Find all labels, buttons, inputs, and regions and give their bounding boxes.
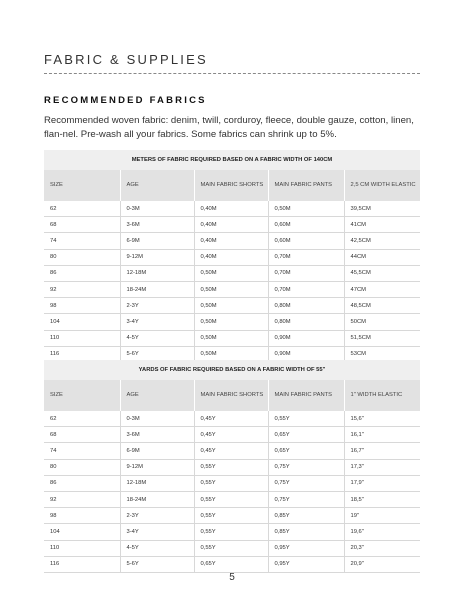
table-cell: 0,50M bbox=[268, 201, 344, 217]
table-cell: 17,3" bbox=[344, 459, 420, 475]
intro-paragraph: Recommended woven fabric: denim, twill, corduroy, fleece, double gauze, cotton, linen, flan-nel. Pre-wash all your fabrics. Some fabrics can shrink up to 5%. bbox=[44, 115, 414, 140]
table-cell: 0,50M bbox=[194, 298, 268, 314]
table-row bbox=[44, 233, 420, 249]
table-cell: 19,6" bbox=[344, 524, 420, 540]
table-row bbox=[44, 249, 420, 265]
table-cell: 0,50M bbox=[194, 265, 268, 281]
table-cell: 62 bbox=[44, 411, 120, 427]
table-cell: 2-3Y bbox=[120, 298, 194, 314]
table-row bbox=[44, 281, 420, 297]
table-cell: 20,9" bbox=[344, 556, 420, 572]
table-cell: 0,40M bbox=[194, 217, 268, 233]
table-caption: METERS OF FABRIC REQUIRED BASED ON A FABRIC WIDTH OF 140CM bbox=[44, 150, 420, 170]
table-cell: 0-3M bbox=[120, 201, 194, 217]
column-header: MAIN FABRIC SHORTS bbox=[194, 380, 268, 411]
table-cell: 0,85Y bbox=[268, 524, 344, 540]
table-cell: 6-9M bbox=[120, 233, 194, 249]
table-cell: 86 bbox=[44, 475, 120, 491]
table-cell: 39,5CM bbox=[344, 201, 420, 217]
table-cell: 3-6M bbox=[120, 217, 194, 233]
table-row bbox=[44, 314, 420, 330]
column-header: 1" WIDTH ELASTIC bbox=[344, 380, 420, 411]
table-cell: 41CM bbox=[344, 217, 420, 233]
table-cell: 0,95Y bbox=[268, 540, 344, 556]
table-cell: 104 bbox=[44, 314, 120, 330]
table-cell: 15,6" bbox=[344, 411, 420, 427]
table-cell: 116 bbox=[44, 346, 120, 362]
table-cell: 0,90M bbox=[268, 330, 344, 346]
table-cell: 98 bbox=[44, 298, 120, 314]
table-cell: 68 bbox=[44, 217, 120, 233]
column-header: MAIN FABRIC SHORTS bbox=[194, 170, 268, 201]
column-header: SIZE bbox=[44, 170, 120, 201]
table-caption: YARDS OF FABRIC REQUIRED BASED ON A FABRIC WIDTH OF 55" bbox=[44, 360, 420, 380]
table-header-row bbox=[44, 380, 420, 411]
column-header: 2,5 CM WIDTH ELASTIC bbox=[344, 170, 420, 201]
table-cell: 0,80M bbox=[268, 314, 344, 330]
table-cell: 0,85Y bbox=[268, 508, 344, 524]
table-cell: 0,50M bbox=[194, 330, 268, 346]
table-cell: 19" bbox=[344, 508, 420, 524]
table-cell: 48,5CM bbox=[344, 298, 420, 314]
table-cell: 18-24M bbox=[120, 281, 194, 297]
column-header: SIZE bbox=[44, 380, 120, 411]
table-cell: 0,70M bbox=[268, 249, 344, 265]
table-cell: 0,65Y bbox=[268, 427, 344, 443]
table-cell: 0,50M bbox=[194, 281, 268, 297]
table-cell: 0,60M bbox=[268, 233, 344, 249]
column-header: AGE bbox=[120, 170, 194, 201]
table-cell: 0,55Y bbox=[268, 411, 344, 427]
table-cell: 0,60M bbox=[268, 217, 344, 233]
table-cell: 17,9" bbox=[344, 475, 420, 491]
page-number: 5 bbox=[229, 572, 235, 583]
meters-fabric-table bbox=[44, 170, 420, 363]
table-cell: 0,55Y bbox=[194, 508, 268, 524]
table-cell: 74 bbox=[44, 233, 120, 249]
column-header: AGE bbox=[120, 380, 194, 411]
section-heading: RECOMMENDED FABRICS bbox=[44, 95, 207, 106]
table-cell: 16,1" bbox=[344, 427, 420, 443]
table-cell: 3-4Y bbox=[120, 524, 194, 540]
table-cell: 18,5" bbox=[344, 491, 420, 507]
table-cell: 80 bbox=[44, 459, 120, 475]
table-cell: 0,65Y bbox=[194, 556, 268, 572]
table-cell: 104 bbox=[44, 524, 120, 540]
table-row bbox=[44, 443, 420, 459]
table-cell: 20,3" bbox=[344, 540, 420, 556]
table-cell: 5-6Y bbox=[120, 346, 194, 362]
table-cell: 16,7" bbox=[344, 443, 420, 459]
column-header: MAIN FABRIC PANTS bbox=[268, 380, 344, 411]
table-cell: 47CM bbox=[344, 281, 420, 297]
table-cell: 12-18M bbox=[120, 475, 194, 491]
table-cell: 0,55Y bbox=[194, 540, 268, 556]
table-cell: 2-3Y bbox=[120, 508, 194, 524]
table-cell: 5-6Y bbox=[120, 556, 194, 572]
table-row bbox=[44, 330, 420, 346]
table-row bbox=[44, 217, 420, 233]
table-cell: 0,55Y bbox=[194, 475, 268, 491]
table-cell: 0,50M bbox=[194, 314, 268, 330]
table-cell: 0-3M bbox=[120, 411, 194, 427]
table-cell: 4-5Y bbox=[120, 540, 194, 556]
table-cell: 0,75Y bbox=[268, 475, 344, 491]
table-cell: 0,55Y bbox=[194, 524, 268, 540]
table-cell: 86 bbox=[44, 265, 120, 281]
table-cell: 51,5CM bbox=[344, 330, 420, 346]
table-cell: 18-24M bbox=[120, 491, 194, 507]
table-cell: 3-6M bbox=[120, 427, 194, 443]
table-cell: 50CM bbox=[344, 314, 420, 330]
table-cell: 74 bbox=[44, 443, 120, 459]
meters-table-block bbox=[44, 150, 420, 363]
table-header-row bbox=[44, 170, 420, 201]
table-cell: 12-18M bbox=[120, 265, 194, 281]
table-cell: 68 bbox=[44, 427, 120, 443]
table-cell: 0,45Y bbox=[194, 443, 268, 459]
table-cell: 98 bbox=[44, 508, 120, 524]
table-cell: 110 bbox=[44, 540, 120, 556]
table-cell: 3-4Y bbox=[120, 314, 194, 330]
table-row bbox=[44, 427, 420, 443]
table-cell: 0,75Y bbox=[268, 491, 344, 507]
table-cell: 62 bbox=[44, 201, 120, 217]
table-cell: 0,80M bbox=[268, 298, 344, 314]
table-cell: 45,5CM bbox=[344, 265, 420, 281]
title-divider bbox=[44, 73, 420, 74]
table-row bbox=[44, 411, 420, 427]
table-cell: 110 bbox=[44, 330, 120, 346]
table-cell: 0,65Y bbox=[268, 443, 344, 459]
table-row bbox=[44, 556, 420, 572]
yards-table-block bbox=[44, 360, 420, 573]
table-cell: 0,45Y bbox=[194, 427, 268, 443]
table-row bbox=[44, 475, 420, 491]
table-cell: 0,40M bbox=[194, 201, 268, 217]
table-row bbox=[44, 459, 420, 475]
page-title: FABRIC & SUPPLIES bbox=[44, 52, 208, 67]
table-cell: 92 bbox=[44, 491, 120, 507]
table-row bbox=[44, 524, 420, 540]
table-cell: 0,90M bbox=[268, 346, 344, 362]
table-row bbox=[44, 508, 420, 524]
table-cell: 92 bbox=[44, 281, 120, 297]
table-cell: 0,50M bbox=[194, 346, 268, 362]
table-row bbox=[44, 491, 420, 507]
table-cell: 0,70M bbox=[268, 281, 344, 297]
table-row bbox=[44, 201, 420, 217]
table-cell: 116 bbox=[44, 556, 120, 572]
table-row bbox=[44, 265, 420, 281]
table-cell: 0,45Y bbox=[194, 411, 268, 427]
table-cell: 53CM bbox=[344, 346, 420, 362]
table-cell: 6-9M bbox=[120, 443, 194, 459]
table-cell: 0,95Y bbox=[268, 556, 344, 572]
table-cell: 0,75Y bbox=[268, 459, 344, 475]
table-cell: 42,5CM bbox=[344, 233, 420, 249]
yards-fabric-table bbox=[44, 380, 420, 573]
table-cell: 0,70M bbox=[268, 265, 344, 281]
table-cell: 0,40M bbox=[194, 233, 268, 249]
table-cell: 9-12M bbox=[120, 459, 194, 475]
table-cell: 44CM bbox=[344, 249, 420, 265]
table-cell: 0,55Y bbox=[194, 491, 268, 507]
table-cell: 4-5Y bbox=[120, 330, 194, 346]
table-cell: 9-12M bbox=[120, 249, 194, 265]
table-row bbox=[44, 540, 420, 556]
table-cell: 0,55Y bbox=[194, 459, 268, 475]
table-row bbox=[44, 298, 420, 314]
table-cell: 80 bbox=[44, 249, 120, 265]
table-cell: 0,40M bbox=[194, 249, 268, 265]
column-header: MAIN FABRIC PANTS bbox=[268, 170, 344, 201]
